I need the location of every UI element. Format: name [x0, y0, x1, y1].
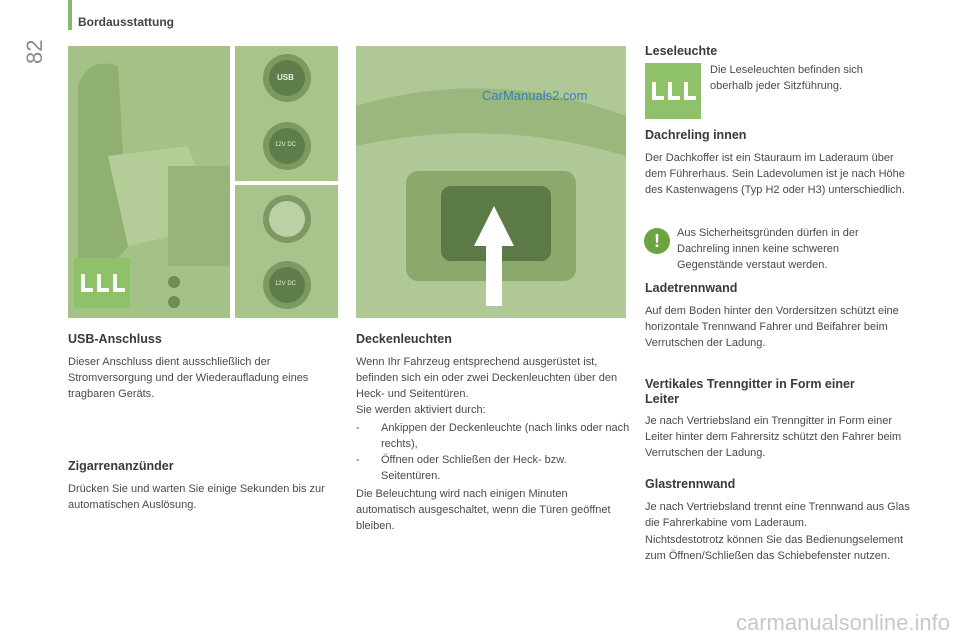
glass-text-2: Nichtsdestotrotz können Sie das Bedienungselement zum Öffnen/Schließen das Schiebefenster nutzen.: [645, 534, 904, 562]
cigar-text: Drücken Sie und warten Sie einige Sekunden bis zur automatischen Auslösung.: [68, 483, 325, 511]
glass-title: Glastrennwand: [645, 477, 736, 491]
seat-photo: [68, 46, 230, 318]
reading-title: Leseleuchte: [645, 44, 718, 58]
bullet-2: -: [356, 454, 360, 466]
section-marker: [68, 0, 72, 30]
warning-icon: !: [644, 228, 670, 254]
page-number: 82: [22, 39, 47, 64]
watermark-top: CarManuals2.com: [482, 88, 588, 103]
usb-socket-photo: [235, 46, 338, 181]
partition-title: Ladetrennwand: [645, 281, 738, 295]
section-header: Bordausstattung: [78, 15, 174, 29]
usb-title: USB-Anschluss: [68, 332, 162, 346]
ceiling-item-2: Öffnen oder Schließen der Heck- bzw. Seitentüren.: [381, 454, 567, 482]
usb-text: Dieser Anschluss dient ausschließlich der Stromversorgung und der Wiederaufladung eines tragbaren Geräts.: [68, 356, 309, 400]
glass-text-1: Je nach Vertriebsland trennt eine Trennwand aus Glas die Fahrerkabine vom Laderaum.: [645, 501, 910, 529]
roofrail-text: Der Dachkoffer ist ein Stauraum im Laderaum über dem Führerhaus. Sein Ladevolumen ist je nach Höhe des Kastenwagens (Typ H2 oder H3) unterschiedlich.: [645, 152, 905, 196]
ceiling-title: Deckenleuchten: [356, 332, 452, 346]
socket-12v-label-2: 12V DC: [275, 281, 297, 287]
socket-12v-label: 12V DC: [275, 142, 297, 148]
ceiling-activated: Sie werden aktiviert durch:: [356, 404, 486, 416]
watermark-footer: carmanualsonline.info: [735, 610, 950, 635]
partition-text: Auf dem Boden hinter den Vordersitzen schützt eine horizontale Trennwand Fahrer und Beifahrer beim Verrutschen der Ladung.: [645, 305, 899, 349]
roofrail-warning: Aus Sicherheitsgründen dürfen in der Dachreling innen keine schweren Gegenstände verstaut werden.: [677, 227, 859, 271]
cigar-title: Zigarrenanzünder: [68, 459, 174, 473]
seat-pictogram-icon: [74, 258, 130, 308]
usb-label: USB: [277, 73, 294, 82]
roofrail-title: Dachreling innen: [645, 128, 747, 142]
ceiling-light-photo: [356, 46, 626, 318]
reading-seat-icon: [645, 63, 701, 119]
cigar-lighter-photo: [235, 185, 338, 318]
grille-text: Je nach Vertriebsland ein Trenngitter in Form einer Leiter hinter dem Fahrersitz schützt den Fahrer beim Verrutschen der Ladung.: [645, 415, 902, 459]
reading-text: Die Leseleuchten befinden sich oberhalb jeder Sitzführung.: [710, 64, 863, 92]
ceiling-intro: Wenn Ihr Fahrzeug entsprechend ausgerüstet ist, befinden sich ein oder zwei Deckenleuchten über den Heck- und Seitentüren.: [356, 356, 618, 400]
ceiling-outro: Die Beleuchtung wird nach einigen Minuten automatisch ausgeschaltet, wenn die Türen geöffnet bleiben.: [356, 488, 611, 532]
ceiling-item-1: Ankippen der Deckenleuchte (nach links oder nach rechts),: [381, 422, 630, 450]
bullet-1: -: [356, 422, 360, 434]
grille-title: Vertikales Trenngitter in Form einer Leiter: [645, 377, 855, 406]
